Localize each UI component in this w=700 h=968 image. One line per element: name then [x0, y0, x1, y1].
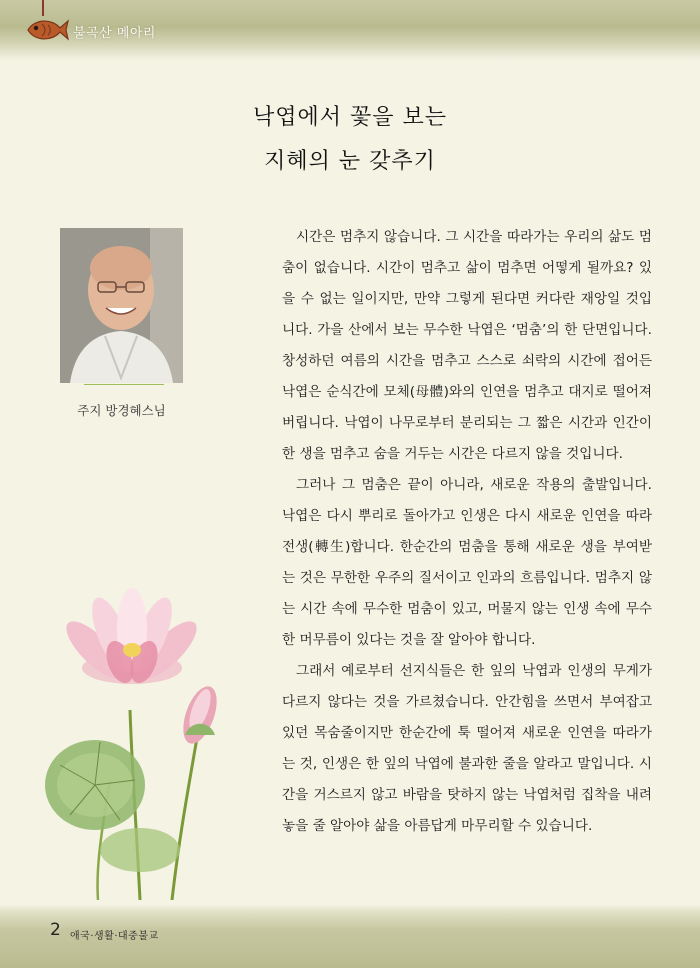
article-title-line-1: 낙엽에서 꽃을 보는 [252, 105, 447, 130]
author-caption: 주지 방경혜스님 [77, 403, 166, 418]
body-paragraph-3: 그래서 예로부터 선지식들은 한 잎의 낙엽과 인생의 무게가 다르지 않다는 것을 가르쳤습니다. 안간힘을 쓰면서 부여잡고 있던 목숨줄이지만 한순간에 툭 떨어져 새로운 인연을 따라가는 것, 인생은 한 잎의 낙엽에 불과한 줄을 알라고 말입니다. 시간을 거스르지 않고 바람을 탓하지 않는 낙엽처럼 집착을 내려놓을 줄 알아야 삶을 아름답게 마무리할 수 있습니다. [282, 663, 652, 834]
article-title-line-2: 지혜의 눈 갖추기 [264, 149, 436, 174]
body-paragraph-1: 시간은 멈추지 않습니다. 그 시간을 따라가는 우리의 삶도 멈춤이 없습니다. 시간이 멈추고 삶이 멈추면 어떻게 될까요? 있을 수 없는 일이지만, 만약 그렇게 된다면 커다란 재앙일 것입니다. 가을 산에서 보는 무수한 낙엽은 ‘멈춤’의 한 단면입니다. 창성하던 여름의 시간을 멈추고 스스로 쇠락의 시간에 접어든 낙엽은 순식간에 모체(母體)와의 인연을 멈추고 대지로 떨어져 버립니다. 낙엽이 나무로부터 분리되는 그 짧은 시간과 인간이 한 생을 멈추고 숨을 거두는 시간은 다르지 않을 것입니다. [282, 229, 652, 462]
publication-slogan: 애국·생활·대중불교 [70, 931, 159, 942]
lotus-illustration [40, 580, 240, 900]
caption-divider [84, 384, 164, 385]
author-photo [60, 228, 183, 383]
page-number: 2 [50, 920, 61, 940]
article-body [282, 222, 652, 842]
body-paragraph-2: 그러나 그 멈춤은 끝이 아니라, 새로운 작용의 출발입니다. 낙엽은 다시 뿌리로 돌아가고 인생은 다시 새로운 인연을 따라 전생(轉生)합니다. 한순간의 멈춤을 통해 새로운 생을 부여받는 것은 무한한 우주의 질서이고 인과의 흐름입니다. 멈추지 않는 시간 속에 무수한 멈춤이 있고, 머물지 않는 인생 속에 무수한 머무름이 있다는 것을 잘 알아야 합니다. [282, 477, 652, 648]
section-label: 불곡산 메아리 [73, 26, 156, 41]
fish-icon [24, 14, 70, 46]
